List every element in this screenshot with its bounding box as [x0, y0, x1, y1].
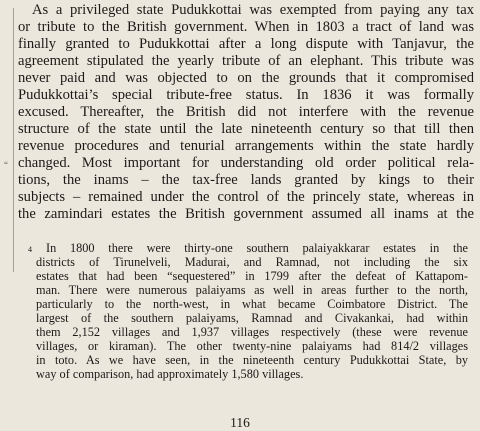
page-number: 116: [230, 415, 250, 430]
footnote-line: them 2,152 villages and 1,937 villages respectively (these were revenue: [36, 325, 468, 339]
footnote-line: districts of Tirunelveli, Madurai, and Ramnad, not including the six: [36, 255, 468, 269]
paragraph-line: agreement stipulated the yearly tribute of an elephant. This tribute was: [18, 53, 474, 69]
paragraph-line: structure of the state until the late nineteenth century so that till then: [18, 121, 474, 137]
paragraph-line: tions, the inams – the tax-free lands granted by kings to their: [18, 172, 474, 188]
footnote-line: particularly to the north-west, in what became Coimbatore District. The: [36, 297, 468, 311]
paragraph-line: finally granted to Pudukkottai after a long dispute with Tanjavur, the: [18, 36, 474, 52]
paragraph-line: the zamindari estates the British government assumed all inams at the: [18, 206, 474, 222]
margin-pencil-line: [13, 8, 14, 272]
footnote-line: largest of the southern palaiyams, Ramnad and Civakankai, had within: [36, 311, 468, 325]
paragraph-line: Pudukkottai’s special tribute-free status. In 1836 it was formally: [18, 87, 474, 103]
footnote-line: estates that had been “sequestered” in 1799 after the defeat of Kattapom-: [36, 269, 468, 283]
paragraph-line: never paid and was objected to on the grounds that it compromised: [18, 70, 474, 86]
footnote-line: in toto. As we have seen, in the nineteenth century Pudukkottai State, by: [36, 353, 468, 367]
footnote-line: In 1800 there were thirty-one southern palaiyakkarar estates in the: [46, 241, 468, 255]
paragraph-line: revenue procedures and tenurial arrangements within the state hardly: [18, 138, 474, 154]
margin-pencil-mark: “: [4, 160, 8, 170]
paragraph-line: or tribute to the British government. When in 1803 a tract of land was: [18, 19, 474, 35]
paragraph-line: subjects – remained under the control of the princely state, whereas in: [18, 189, 474, 205]
footnote: [28, 241, 468, 381]
footnote-line: villages, or kiraman). The other twenty-nine palaiyams had 814/2 villages: [36, 339, 468, 353]
footnote-line: way of comparison, had approximately 1,580 villages.: [36, 367, 304, 381]
paragraph-line: changed. Most important for understanding old order political rela-: [18, 155, 474, 171]
paragraph-line: excused. Thereafter, the British did not interfere with the revenue: [18, 104, 474, 120]
footnote-line: man. There were numerous palaiyams as well in areas further to the north,: [36, 283, 468, 297]
footnote-marker: 4: [28, 245, 32, 254]
main-paragraph: [18, 2, 474, 223]
paragraph-line: As a privileged state Pudukkottai was exempted from paying any tax: [32, 2, 474, 18]
